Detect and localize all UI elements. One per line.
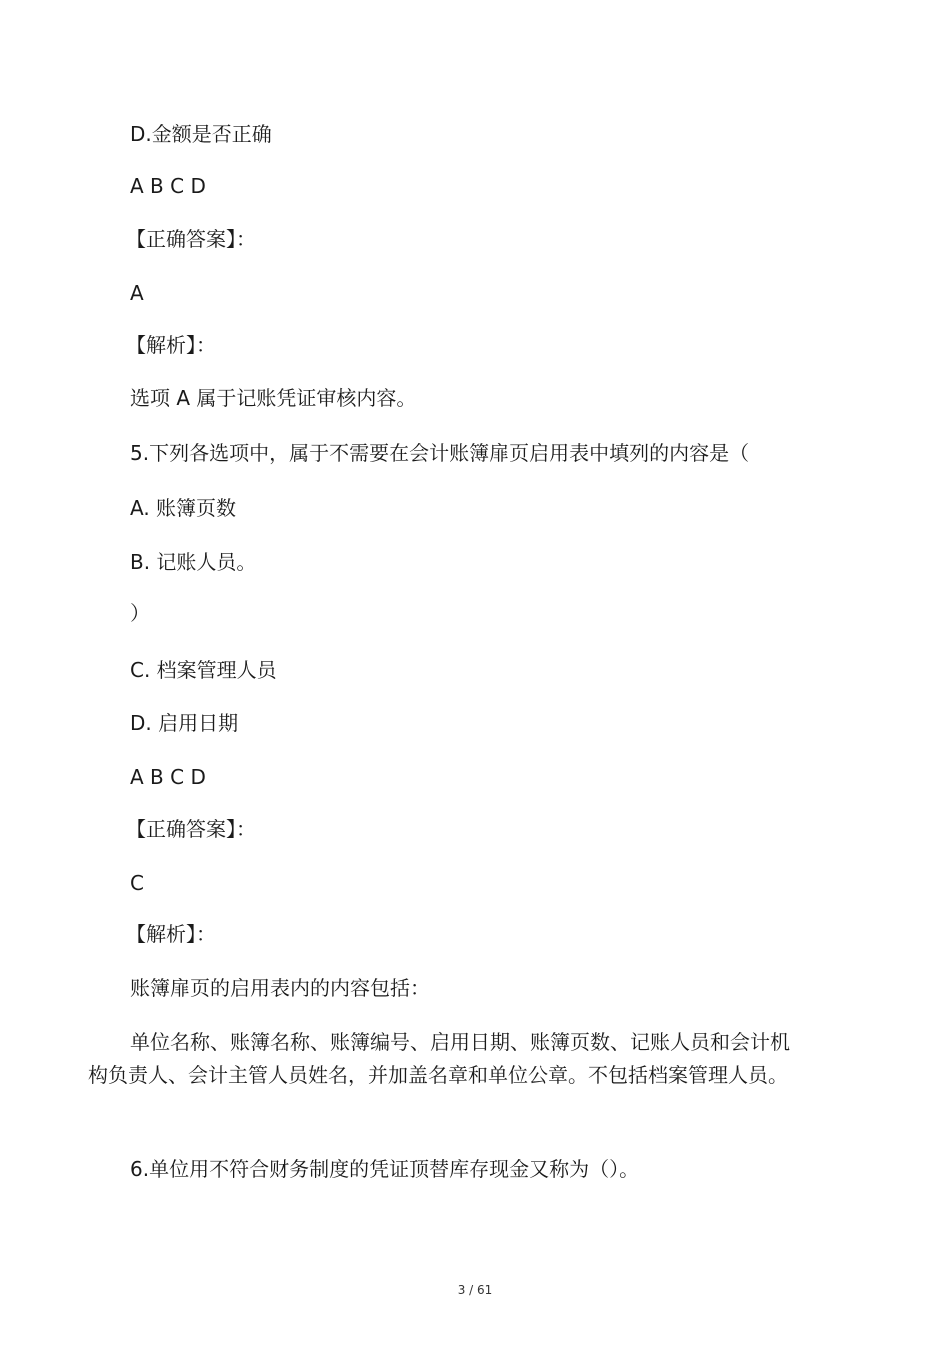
page-number: 3 / 61 <box>457 1283 493 1297</box>
q5-option-a: A. 账簿页数 <box>130 496 237 520</box>
q4-answer-label: 【正确答案】： <box>126 227 256 251</box>
q5-close-paren: ） <box>130 601 150 625</box>
q5-option-c: C. 档案管理人员 <box>130 658 277 682</box>
q4-option-d: D.金额是否正确 <box>130 122 272 146</box>
q5-choices: A B C D <box>130 765 206 789</box>
q4-analysis-label: 【解析】： <box>126 333 216 357</box>
q4-choices: A B C D <box>130 174 206 198</box>
q5-analysis-label: 【解析】： <box>126 922 216 946</box>
q5-analysis-intro: 账簿扉页的启用表内的内容包括： <box>130 976 430 1000</box>
q5-option-d: D. 启用日期 <box>130 711 239 735</box>
q5-option-b: B. 记账人员。 <box>130 550 257 574</box>
q5-question: 5.下列各选项中，属于不需要在会计账簿扉页启用表中填列的内容是（ <box>130 441 750 465</box>
q5-answer-label: 【正确答案】： <box>126 817 256 841</box>
q6-question: 6.单位用不符合财务制度的凭证顶替库存现金又称为（）。 <box>130 1157 640 1181</box>
q5-answer: C <box>130 871 144 895</box>
q4-answer: A <box>130 281 144 305</box>
q4-analysis: 选项 A 属于记账凭证审核内容。 <box>130 386 417 410</box>
q5-analysis-body: 单位名称、账簿名称、账簿编号、启用日期、账簿页数、记账人员和会计机构负责人、会计主管人员姓名，并加盖名章和单位公章。不包括档案管理人员。 <box>88 1030 790 1087</box>
